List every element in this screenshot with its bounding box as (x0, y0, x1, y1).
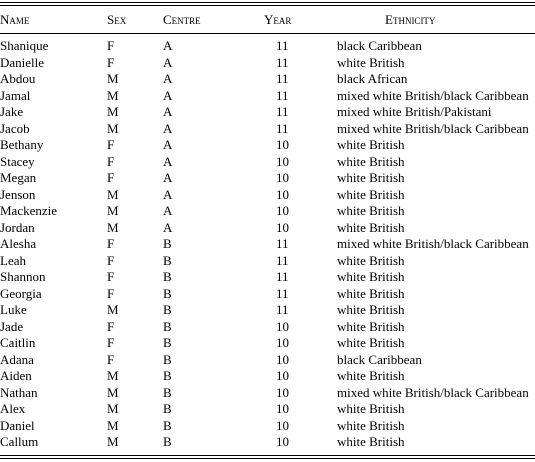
table-row (0, 302, 535, 319)
cell-sex: M (107, 384, 119, 400)
cell-ethnicity: white British (337, 219, 405, 235)
cell-ethnicity: white British (337, 434, 405, 450)
top-rule-inner (0, 5, 535, 6)
cell-name: Jade (0, 318, 24, 334)
cell-sex: M (107, 219, 119, 235)
cell-centre: A (163, 153, 173, 169)
cell-centre: B (163, 269, 172, 285)
cell-name: Danielle (0, 54, 45, 70)
cell-sex: F (107, 236, 115, 252)
cell-ethnicity: white British (337, 302, 405, 318)
cell-name: Alex (0, 401, 26, 417)
cell-ethnicity: black Caribbean (337, 351, 422, 367)
cell-sex: M (107, 104, 119, 120)
cell-sex: F (107, 335, 115, 351)
cell-year: 10 (276, 186, 289, 202)
cell-centre: B (163, 417, 172, 433)
cell-name: Megan (0, 170, 37, 186)
table-row (0, 187, 535, 204)
cell-year: 11 (276, 38, 289, 54)
cell-year: 11 (276, 236, 289, 252)
cell-year: 11 (276, 87, 289, 103)
cell-ethnicity: mixed white British/black Caribbean (337, 236, 529, 252)
cell-centre: B (163, 236, 172, 252)
cell-sex: M (107, 302, 119, 318)
column-header-name: Name (0, 12, 30, 27)
cell-sex: F (107, 285, 115, 301)
cell-year: 10 (276, 137, 289, 153)
cell-name: Bethany (0, 137, 44, 153)
cell-name: Adana (0, 351, 34, 367)
cell-name: Shanique (0, 38, 49, 54)
cell-year: 10 (276, 219, 289, 235)
cell-centre: A (163, 219, 173, 235)
cell-sex: M (107, 203, 119, 219)
cell-sex: F (107, 153, 115, 169)
cell-name: Shannon (0, 269, 46, 285)
cell-ethnicity: mixed white British/Pakistani (337, 104, 492, 120)
cell-name: Jamal (0, 87, 31, 103)
participants-table (0, 7, 535, 451)
table-row (0, 170, 535, 187)
table-row (0, 88, 535, 105)
cell-centre: A (163, 186, 173, 202)
table-row (0, 286, 535, 303)
cell-ethnicity: white British (337, 186, 405, 202)
cell-centre: A (163, 137, 173, 153)
cell-name: Jake (0, 104, 24, 120)
cell-sex: F (107, 137, 115, 153)
table-header-row (0, 7, 535, 33)
cell-centre: A (163, 104, 173, 120)
table-row (0, 269, 535, 286)
cell-sex: F (107, 38, 115, 54)
cell-year: 10 (276, 417, 289, 433)
cell-ethnicity: white British (337, 252, 405, 268)
cell-centre: B (163, 351, 172, 367)
table-row (0, 71, 535, 88)
cell-ethnicity: white British (337, 137, 405, 153)
cell-sex: M (107, 120, 119, 136)
cell-sex: M (107, 417, 119, 433)
column-header-ethnicity: Ethnicity (385, 12, 436, 27)
cell-year: 10 (276, 384, 289, 400)
cell-sex: F (107, 54, 115, 70)
cell-sex: M (107, 368, 119, 384)
cell-centre: B (163, 368, 172, 384)
cell-year: 10 (276, 368, 289, 384)
cell-ethnicity: black African (337, 71, 408, 87)
cell-year: 10 (276, 153, 289, 169)
cell-name: Luke (0, 302, 27, 318)
cell-year: 10 (276, 203, 289, 219)
cell-centre: B (163, 434, 172, 450)
cell-sex: M (107, 71, 119, 87)
cell-sex: M (107, 186, 119, 202)
cell-sex: M (107, 401, 119, 417)
table-row (0, 137, 535, 154)
table-row (0, 368, 535, 385)
cell-year: 10 (276, 351, 289, 367)
cell-centre: A (163, 87, 173, 103)
cell-centre: A (163, 170, 173, 186)
column-header-year: Year (264, 12, 292, 27)
cell-ethnicity: white British (337, 401, 405, 417)
cell-ethnicity: mixed white British/black Caribbean (337, 120, 529, 136)
cell-sex: F (107, 269, 115, 285)
table-row (0, 352, 535, 369)
cell-name: Georgia (0, 285, 42, 301)
table-row (0, 335, 535, 352)
cell-name: Alesha (0, 236, 37, 252)
bottom-rule (0, 458, 535, 459)
cell-sex: F (107, 318, 115, 334)
table-row (0, 203, 535, 220)
cell-centre: A (163, 203, 173, 219)
cell-name: Callum (0, 434, 39, 450)
cell-name: Abdou (0, 71, 36, 87)
cell-year: 10 (276, 401, 289, 417)
cell-name: Jacob (0, 120, 30, 136)
cell-ethnicity: white British (337, 335, 405, 351)
cell-ethnicity: white British (337, 285, 405, 301)
table-row (0, 401, 535, 418)
table-row (0, 55, 535, 72)
bottom-rule-inner (0, 455, 535, 456)
cell-name: Aiden (0, 368, 32, 384)
cell-centre: B (163, 335, 172, 351)
cell-sex: M (107, 87, 119, 103)
table-row (0, 121, 535, 138)
cell-name: Stacey (0, 153, 35, 169)
cell-year: 11 (276, 120, 289, 136)
cell-centre: B (163, 302, 172, 318)
table-row (0, 220, 535, 237)
cell-centre: B (163, 318, 172, 334)
column-header-centre: Centre (163, 12, 201, 27)
table-row (0, 104, 535, 121)
cell-sex: M (107, 434, 119, 450)
cell-ethnicity: white British (337, 417, 405, 433)
cell-centre: B (163, 401, 172, 417)
table-row (0, 418, 535, 435)
cell-name: Jenson (0, 186, 36, 202)
cell-ethnicity: white British (337, 318, 405, 334)
cell-sex: F (107, 170, 115, 186)
table-row (0, 38, 535, 55)
cell-year: 11 (276, 54, 289, 70)
cell-name: Nathan (0, 384, 38, 400)
cell-year: 10 (276, 170, 289, 186)
cell-name: Jordan (0, 219, 35, 235)
cell-year: 10 (276, 335, 289, 351)
table-row (0, 236, 535, 253)
cell-centre: A (163, 38, 173, 54)
cell-sex: F (107, 252, 115, 268)
cell-ethnicity: black Caribbean (337, 38, 422, 54)
cell-year: 11 (276, 252, 289, 268)
cell-year: 11 (276, 285, 289, 301)
cell-year: 11 (276, 302, 289, 318)
column-header-sex: Sex (107, 12, 127, 27)
cell-centre: A (163, 120, 173, 136)
table-row (0, 253, 535, 270)
cell-year: 10 (276, 434, 289, 450)
cell-ethnicity: white British (337, 54, 405, 70)
cell-sex: F (107, 351, 115, 367)
cell-name: Daniel (0, 417, 35, 433)
cell-ethnicity: white British (337, 269, 405, 285)
table-row (0, 319, 535, 336)
cell-centre: B (163, 384, 172, 400)
cell-ethnicity: white British (337, 153, 405, 169)
cell-ethnicity: white British (337, 368, 405, 384)
cell-year: 11 (276, 269, 289, 285)
table-row (0, 434, 535, 451)
cell-ethnicity: mixed white British/black Caribbean (337, 384, 529, 400)
cell-year: 11 (276, 104, 289, 120)
cell-name: Mackenzie (0, 203, 58, 219)
table-row (0, 385, 535, 402)
cell-ethnicity: white British (337, 170, 405, 186)
top-rule (0, 2, 535, 3)
cell-name: Caitlin (0, 335, 36, 351)
cell-name: Leah (0, 252, 26, 268)
cell-year: 10 (276, 318, 289, 334)
table-row (0, 154, 535, 171)
cell-centre: A (163, 54, 173, 70)
cell-year: 11 (276, 71, 289, 87)
cell-centre: A (163, 71, 173, 87)
cell-centre: B (163, 252, 172, 268)
cell-centre: B (163, 285, 172, 301)
cell-ethnicity: mixed white British/black Caribbean (337, 87, 529, 103)
cell-ethnicity: white British (337, 203, 405, 219)
table-body (0, 33, 535, 451)
